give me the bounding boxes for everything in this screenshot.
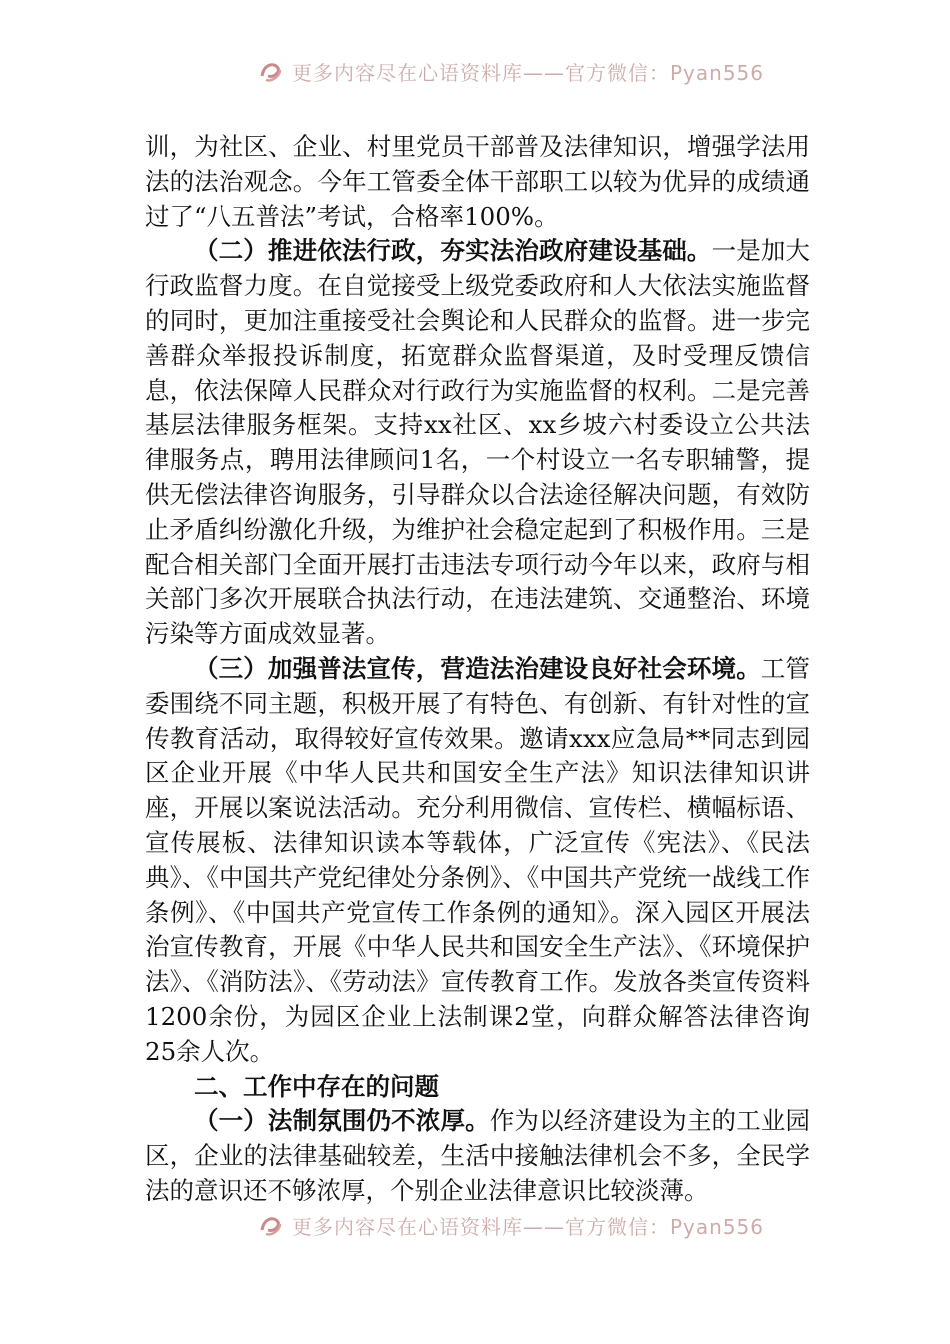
paragraph-body: 训，为社区、企业、村里党员干部普及法律知识，增强学法用法的法治观念。今年工管委全体干部职工以较为优异的成绩通过了“八五普法”考试，合格率100%。 bbox=[145, 132, 810, 231]
paragraph-problem-1 bbox=[145, 1104, 810, 1208]
watermark-text: 更多内容尽在心语资料库——官方微信：Pyan556 bbox=[292, 1214, 765, 1239]
watermark-text: 更多内容尽在心语资料库——官方微信：Pyan556 bbox=[292, 60, 765, 85]
section-heading: 二、工作中存在的问题 bbox=[194, 1071, 439, 1101]
paragraph-lead: （二）推进依法行政，夯实法治政府建设基础。 bbox=[194, 236, 712, 266]
paragraph-publicity bbox=[145, 652, 810, 1070]
watermark-bottom bbox=[258, 1210, 778, 1240]
paragraph-body: 一是加大行政监督力度。在自觉接受上级党委政府和人大依法实施监督的同时，更加注重接受社会舆论和人民群众的监督。进一步完善群众举报投诉制度，拓宽群众监督渠道，及时受理反馈信息，依法保障人民群众对行政行为实施监督的权利。二是完善基层法律服务框架。支持xx社区、xx乡坡六村委设立公共法律服务点，聘用法律顾问1名，一个村设立一名专职辅警，提供无偿法律咨询服务，引导群众以合法途径解决问题，有效防止矛盾纠纷激化升级，为维护社会稳定起到了积极作用。三是配合相关部门全面开展打击违法专项行动今年以来，政府与相关部门多次开展联合执法行动，在违法建筑、交通整治、环境污染等方面成效显著。 bbox=[145, 236, 810, 649]
watermark-logo-icon bbox=[258, 58, 284, 84]
paragraph-lead: （三）加强普法宣传，营造法治建设良好社会环境。 bbox=[194, 653, 761, 683]
paragraph-continuation bbox=[145, 130, 810, 234]
document-body bbox=[145, 130, 810, 1209]
paragraph-body: 工管委围绕不同主题，积极开展了有特色、有创新、有针对性的宣传教育活动，取得较好宣传效果。邀请xxx应急局**同志到园区企业开展《中华人民共和国安全生产法》知识法律知识讲座，开展以案说法活动。充分利用微信、宣传栏、横幅标语、宣传展板、法律知识读本等载体，广泛宣传《宪法》、《民法典》、《中国共产党纪律处分条例》、《中国共产党统一战线工作条例》、《中国共产党宣传工作条例的通知》。深入园区开展法治宣传教育，开展《中华人民共和国安全生产法》、《环境保护法》、《消防法》、《劳动法》宣传教育工作。发放各类宣传资料1200余份，为园区企业上法制课2堂，向群众解答法律咨询25余人次。 bbox=[145, 653, 811, 1066]
paragraph-lead: （一）法制氛围仍不浓厚。 bbox=[194, 1106, 490, 1136]
paragraph-body: 作为以经济建设为主的工业园区，企业的法律基础较差，生活中接触法律机会不多，全民学法的意识还不够浓厚，个别企业法律意识比较淡薄。 bbox=[145, 1106, 810, 1205]
watermark-top bbox=[258, 56, 778, 86]
paragraph-administration bbox=[145, 234, 810, 652]
watermark-logo-icon bbox=[258, 1212, 284, 1238]
